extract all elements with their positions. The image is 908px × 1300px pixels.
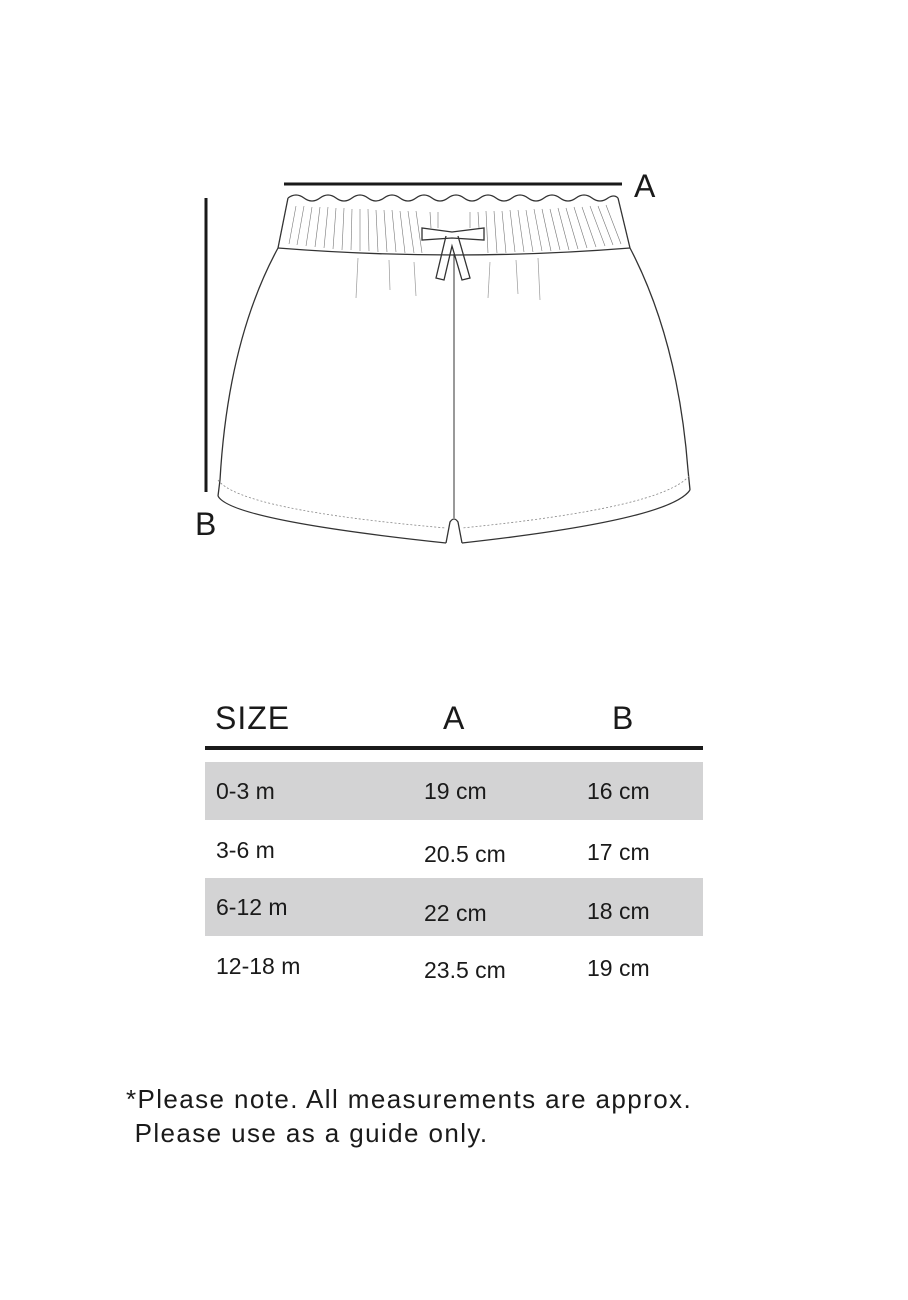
header-rule xyxy=(205,746,703,750)
dimension-a-label: A xyxy=(634,168,656,204)
table-row xyxy=(205,878,703,936)
cell-a: 23.5 cm xyxy=(424,957,506,983)
note-line-1: *Please note. All measurements are approx. xyxy=(126,1084,693,1114)
dimension-b-label: B xyxy=(195,506,217,542)
cell-b: 18 cm xyxy=(587,898,650,924)
cell-size: 0-3 m xyxy=(216,778,275,804)
size-table xyxy=(205,700,703,994)
table-row xyxy=(205,762,703,820)
note-line-2: Please use as a guide only. xyxy=(126,1118,489,1148)
cell-a: 22 cm xyxy=(424,900,487,926)
measurement-note xyxy=(126,1082,692,1150)
cell-size: 6-12 m xyxy=(216,894,288,920)
cell-b: 17 cm xyxy=(587,839,650,865)
header-a: A xyxy=(443,700,466,736)
table-row xyxy=(205,820,703,878)
cell-b: 16 cm xyxy=(587,778,650,804)
cell-b: 19 cm xyxy=(587,955,650,981)
shorts-outline xyxy=(218,195,690,543)
shorts-diagram xyxy=(0,0,908,600)
cell-a: 19 cm xyxy=(424,778,487,804)
cell-size: 3-6 m xyxy=(216,837,275,863)
table-row xyxy=(205,936,703,994)
cell-size: 12-18 m xyxy=(216,953,301,979)
header-size: SIZE xyxy=(215,700,291,736)
table-header xyxy=(205,700,703,746)
cell-a: 20.5 cm xyxy=(424,841,506,867)
header-b: B xyxy=(612,700,635,736)
